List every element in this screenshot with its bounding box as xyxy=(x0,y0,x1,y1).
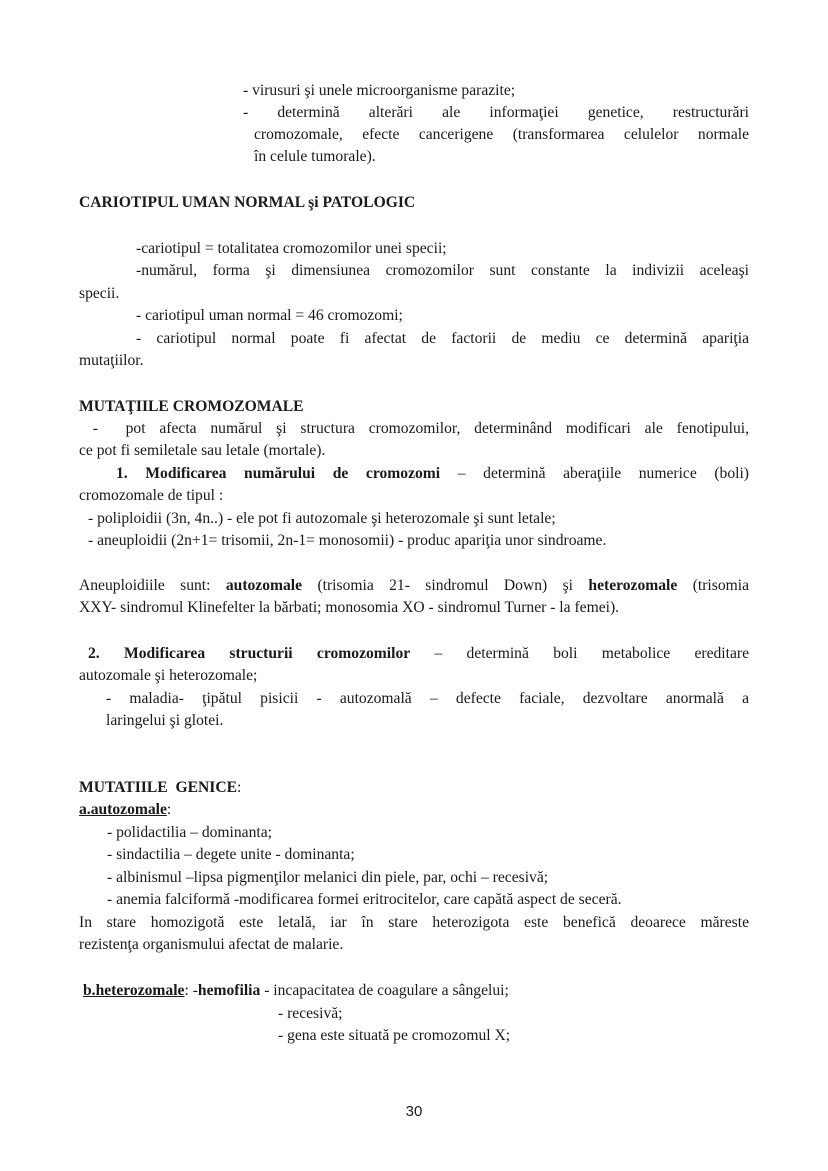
list-item: - anemia falciformă -modificarea formei eritrocitelor, care capătă aspect de seceră. xyxy=(107,891,622,908)
list-item: - determină alterări ale informaţiei genetice, restructurări xyxy=(243,104,749,121)
point-1-title: 1. Modificarea numărului de cromozomi xyxy=(116,465,441,482)
list-item-continued: cromozomale, efecte cancerigene (transformarea celulelor normale xyxy=(254,126,749,143)
paragraph: - pot afecta numărul şi structura cromozomilor, determinând modificari ale fenotipului, xyxy=(79,420,749,437)
term-autozomale: autozomale xyxy=(225,577,303,594)
section-heading-cariotip: CARIOTIPUL UMAN NORMAL şi PATOLOGIC xyxy=(79,194,416,211)
term-heterozomale: heterozomale xyxy=(588,577,678,594)
text: (trisomia 21- sindromul Down) şi xyxy=(302,577,589,594)
point-2 xyxy=(88,643,749,665)
point-1 xyxy=(116,463,749,485)
subsection-heterozomale xyxy=(83,980,509,1002)
term-hemofilia: hemofilia xyxy=(197,982,261,999)
paragraph: -cariotipul = totalitatea cromozomilor unei specii; xyxy=(136,240,447,257)
paragraph: In stare homozigotă este letală, iar în stare heterozigota este benefică deoarece măreste xyxy=(79,914,749,931)
list-item: - gena este situată pe cromozomul X; xyxy=(278,1027,511,1044)
point-1-text: – determină aberaţiile numerice (boli) xyxy=(440,465,749,482)
paragraph-continued: rezistenţa organismului afectat de malarie. xyxy=(79,936,344,953)
paragraph-aneuploidii xyxy=(79,575,749,597)
paragraph-continued: cromozomale de tipul : xyxy=(79,487,224,504)
list-item: - virusuri şi unele microorganisme parazite; xyxy=(243,82,516,99)
point-2-text: – determină boli metabolice ereditare xyxy=(410,645,749,662)
paragraph: - cariotipul uman normal = 46 cromozomi; xyxy=(136,307,403,324)
list-item-continued: în celule tumorale). xyxy=(254,148,376,165)
paragraph-continued: XXY- sindromul Klinefelter la bărbati; monosomia XO - sindromul Turner - la femei). xyxy=(79,599,620,616)
colon: : xyxy=(166,801,172,818)
subsection-label: a.autozomale xyxy=(79,801,167,818)
paragraph-continued: specii. xyxy=(79,285,120,302)
list-item: - recesivă; xyxy=(278,1005,343,1022)
paragraph: -numărul, forma şi dimensiunea cromozomilor sunt constante la indivizii aceleaşi xyxy=(136,262,749,279)
paragraph-continued: autozomale şi heterozomale; xyxy=(79,667,258,684)
paragraph: - cariotipul normal poate fi afectat de factorii de mediu ce determină apariţia xyxy=(136,330,749,347)
list-item: - albinismul –lipsa pigmenţilor melanici din piele, par, ochi – recesivă; xyxy=(107,869,549,886)
text: (trisomia xyxy=(677,577,749,594)
subsection-autozomale xyxy=(79,799,171,821)
list-item: - poliploidii (3n, 4n..) - ele pot fi autozomale şi heterozomale şi sunt letale; xyxy=(88,510,556,527)
list-item-continued: laringelui şi glotei. xyxy=(106,712,224,729)
page-number: 30 xyxy=(405,1103,423,1120)
heading-text: MUTATIILE GENICE xyxy=(79,779,237,796)
section-heading-mutatii-cromozomale: MUTAŢIILE CROMOZOMALE xyxy=(79,398,304,415)
paragraph-continued: mutaţiilor. xyxy=(79,352,144,369)
subsection-label: b.heterozomale xyxy=(83,982,185,999)
section-heading-mutatii-genice xyxy=(79,777,241,799)
text: Aneuploidiile sunt: xyxy=(79,577,226,594)
list-item: - sindactilia – degete unite - dominanta; xyxy=(107,846,355,863)
list-item: - maladia- ţipătul pisicii - autozomală – defecte faciale, dezvoltare anormală a xyxy=(106,690,749,707)
point-2-title: 2. Modificarea structurii cromozomilor xyxy=(88,645,411,662)
text: - incapacitatea de coagulare a sângelui; xyxy=(260,982,509,999)
list-item: - aneuploidii (2n+1= trisomii, 2n-1= monosomii) - produc apariţia unor sindroame. xyxy=(88,532,607,549)
list-item: - polidactilia – dominanta; xyxy=(107,824,272,841)
paragraph-continued: ce pot fi semiletale sau letale (mortale). xyxy=(79,442,326,459)
colon: : - xyxy=(184,982,198,999)
heading-colon: : xyxy=(237,779,242,796)
